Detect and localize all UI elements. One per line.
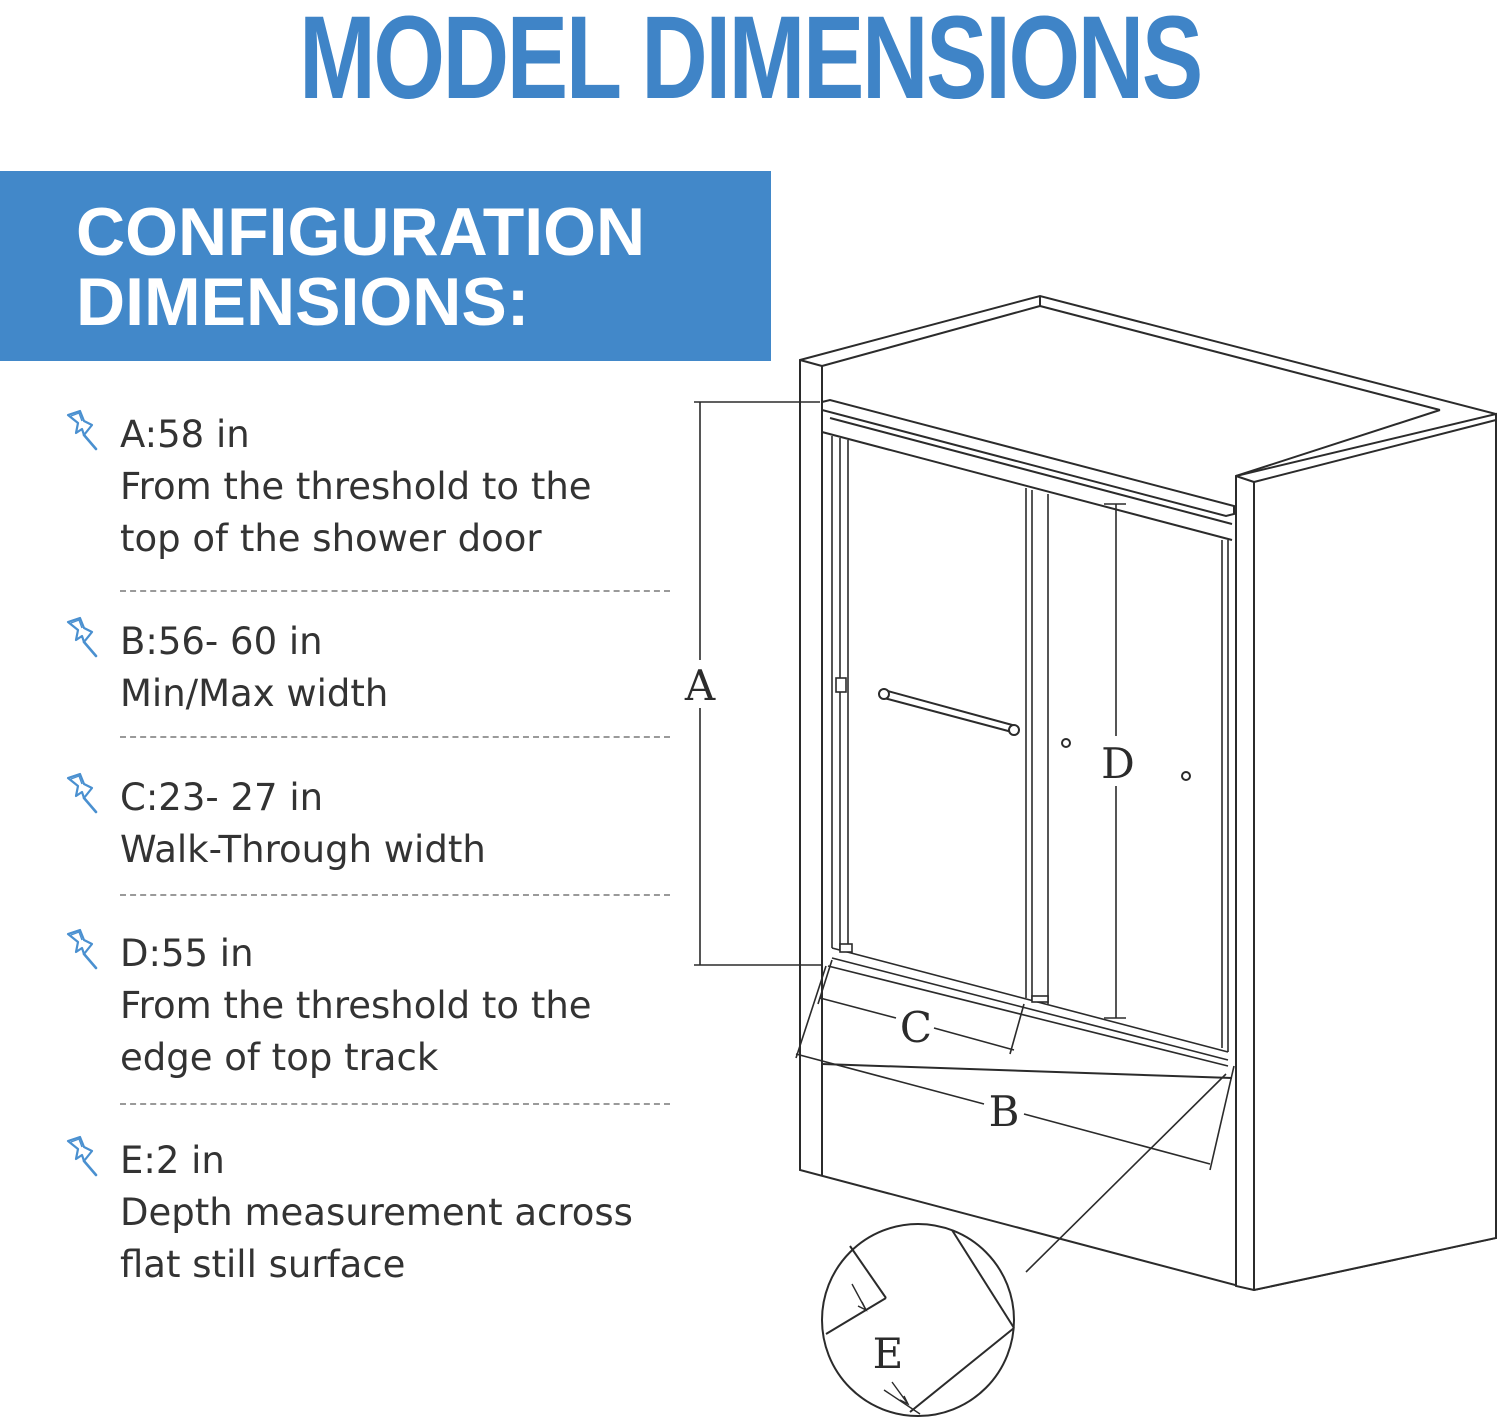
enclosure-outline [800,296,1496,1290]
door-knob [1182,772,1190,780]
spec-description: edge of top track [120,1036,439,1079]
dimension-label-e: E [872,1329,904,1378]
spec-label: C:23- 27 in [120,776,324,819]
dimension-label-c: C [899,1003,933,1052]
spec-description: From the threshold to the [120,465,592,508]
dimension-label-d: D [1101,739,1135,788]
spec-description: top of the shower door [120,517,542,560]
spec-description: Depth measurement across [120,1191,633,1234]
spec-label: B:56- 60 in [120,620,323,663]
banner-title-line-2: DIMENSIONS: [76,264,530,340]
dimension-label-b: B [988,1087,1020,1136]
spec-description: Min/Max width [120,672,389,715]
dimension-label-a: A [684,661,716,710]
door-knob [1062,739,1070,747]
spec-label: D:55 in [120,932,254,975]
spec-label: A:58 in [120,413,250,456]
spec-description: From the threshold to the [120,984,592,1027]
spec-label: E:2 in [120,1139,225,1182]
banner-title-line-1: CONFIGURATION [76,194,646,270]
spec-description: Walk-Through width [120,828,486,871]
spec-description: flat still surface [120,1243,406,1286]
page-title: MODEL DIMENSIONS [299,0,1201,124]
detail-e [822,1224,1014,1416]
